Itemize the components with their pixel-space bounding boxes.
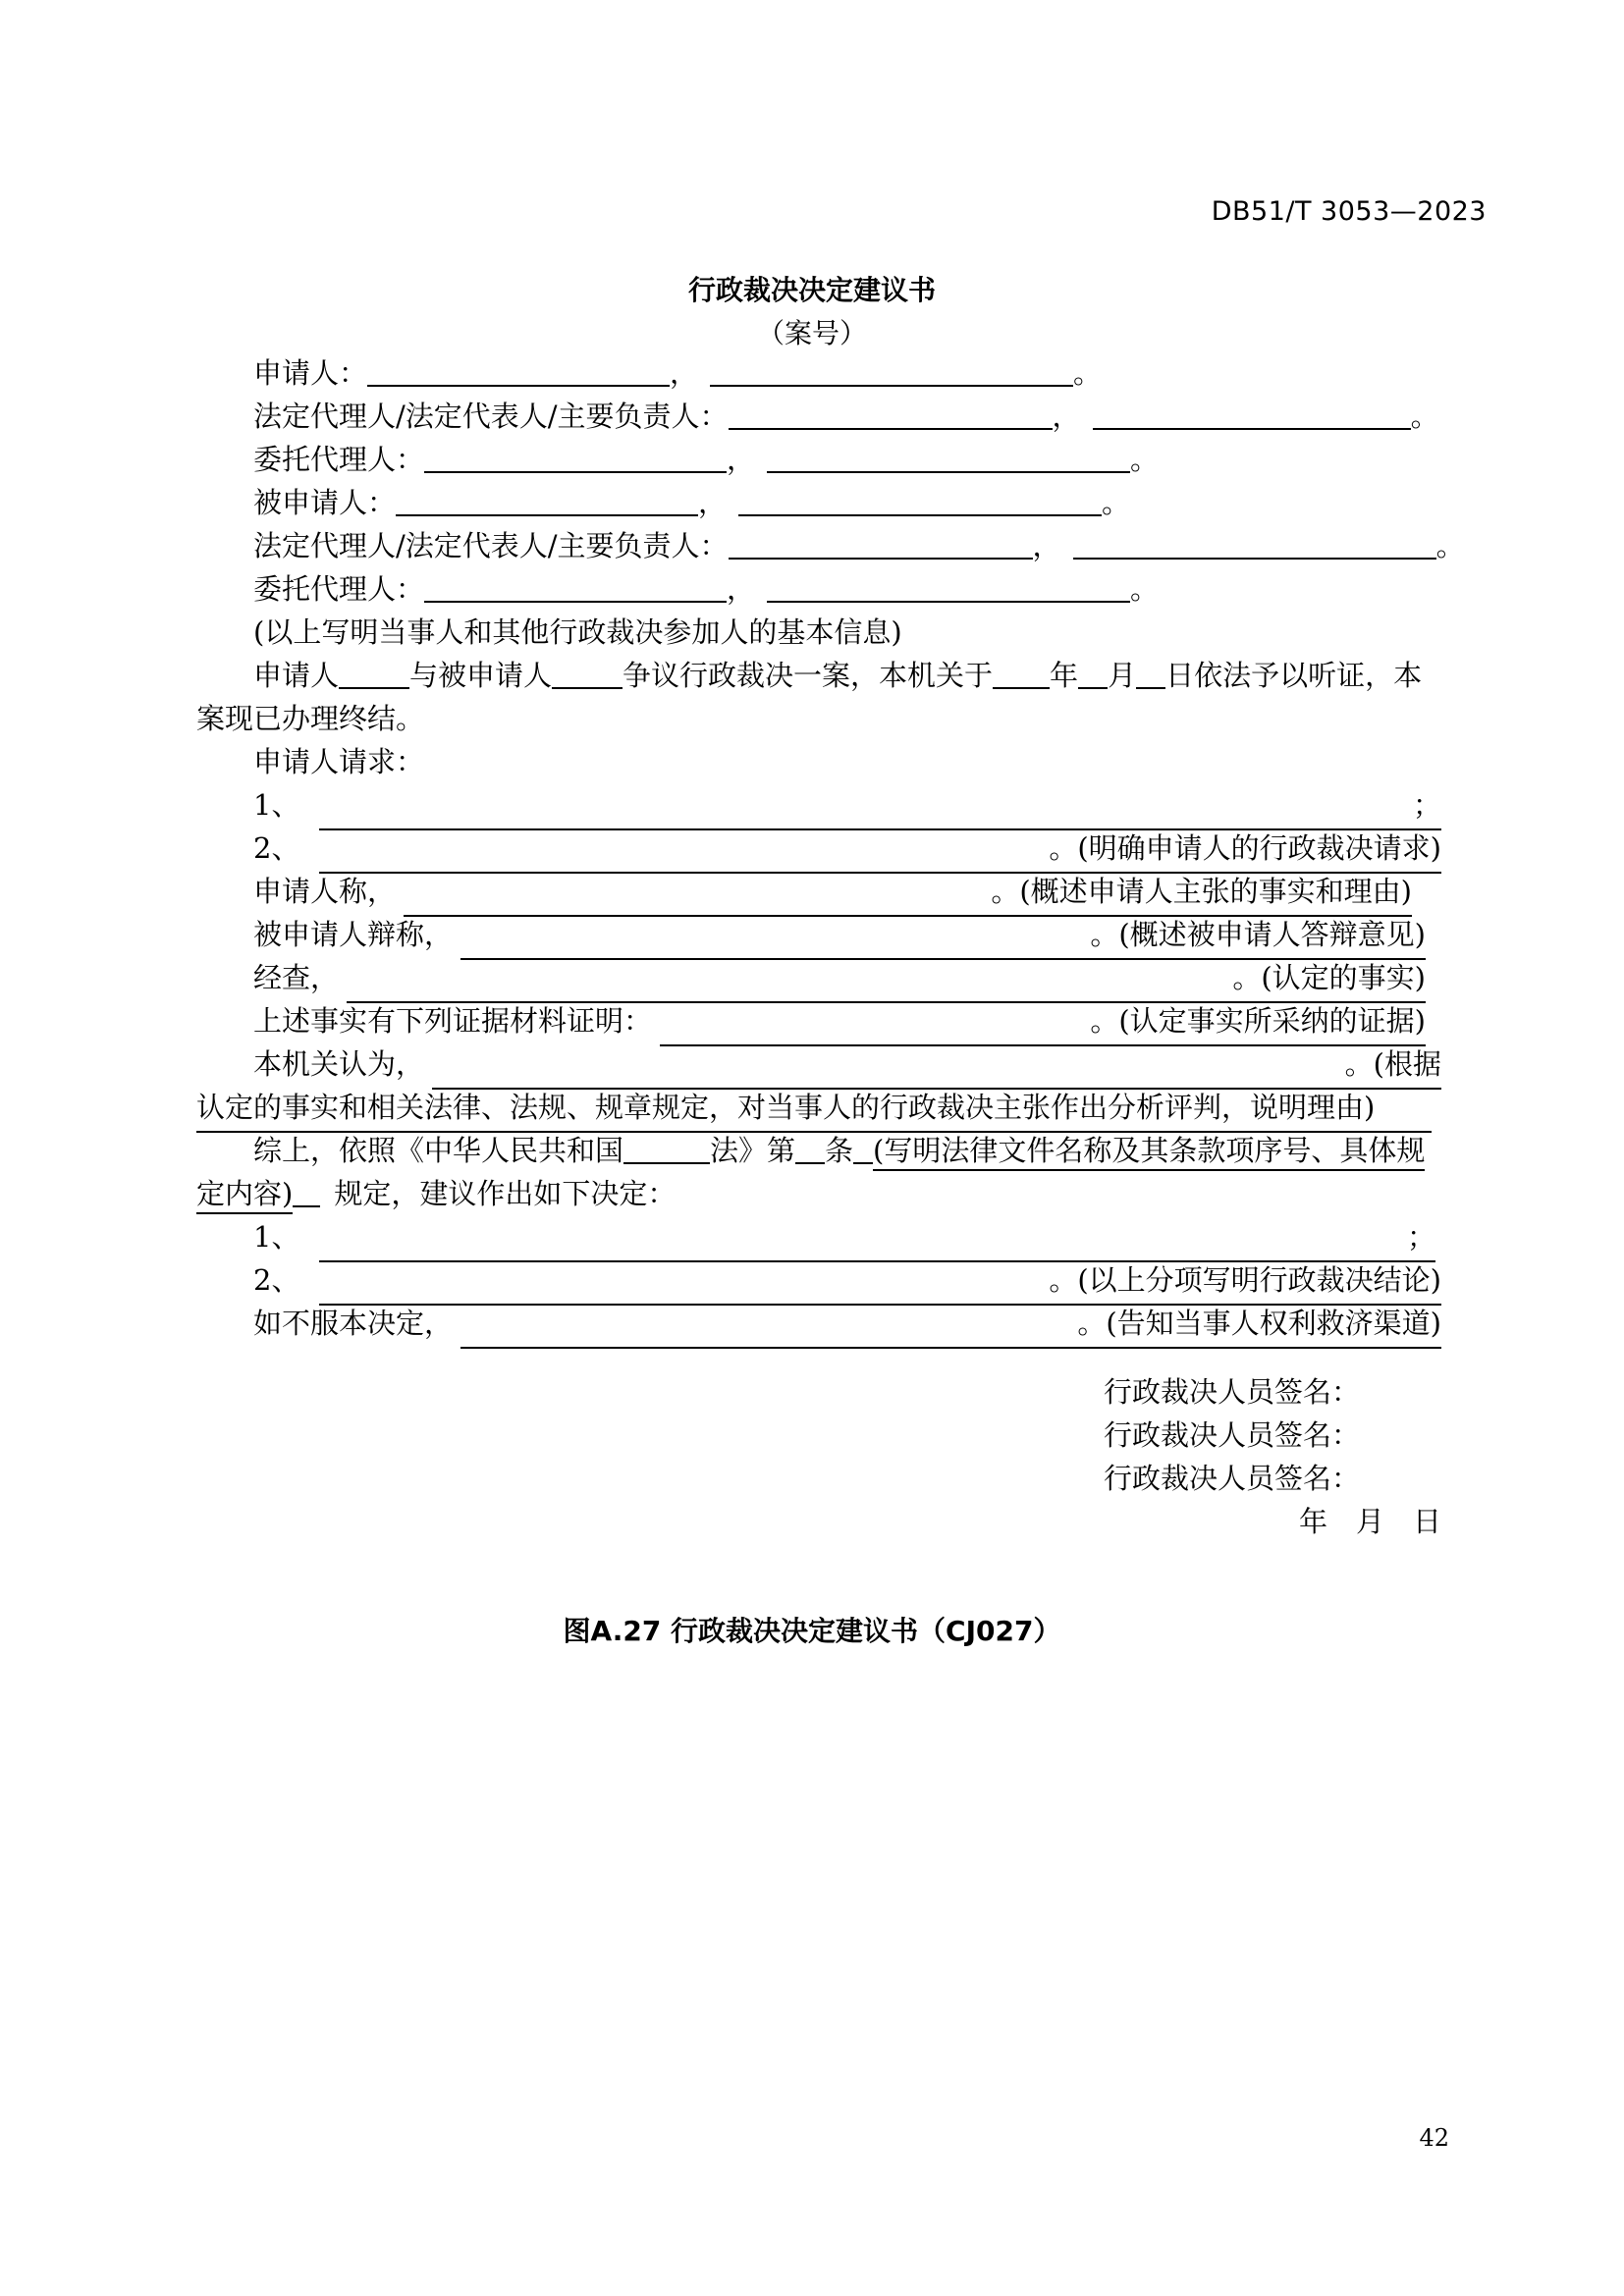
remedy-note: 。(告知当事人权利救济渠道): [1077, 1307, 1441, 1340]
request-item-1: [196, 783, 1441, 827]
respondent-name-blank[interactable]: [552, 658, 623, 689]
form-body: [196, 351, 1465, 1345]
applicant-label: 申请人：: [253, 356, 368, 390]
signature-line-1[interactable]: 行政裁决人员签名：: [1104, 1375, 1361, 1409]
respondent-claim-blank[interactable]: [460, 913, 1426, 960]
period: 。: [1102, 486, 1131, 519]
applicant-claim-note: 。(概述申请人主张的事实和理由): [991, 875, 1412, 908]
evidence-blank[interactable]: [660, 999, 1426, 1046]
legal-rep-blank-1[interactable]: [729, 399, 1053, 430]
comma: ，: [727, 443, 756, 476]
agent-label-2: 委托代理人：: [253, 572, 425, 606]
decision-2-note: 。(以上分项写明行政裁决结论): [1049, 1263, 1441, 1297]
item-number: 2、: [253, 1263, 300, 1297]
year-label: 年: [1050, 659, 1079, 692]
signature-line-2[interactable]: 行政裁决人员签名：: [1104, 1418, 1361, 1452]
respondent-row: [196, 481, 1441, 524]
agent-row-2: [196, 567, 1441, 611]
request-2-blank[interactable]: [319, 827, 1441, 874]
applicant-row: [196, 351, 1441, 395]
opinion-label: 本机关认为，: [253, 1047, 425, 1081]
evidence-row: [196, 999, 1441, 1042]
facts-note: 。(认定的事实): [1232, 961, 1426, 994]
remedy-label: 如不服本决定，: [253, 1307, 454, 1340]
decision-2-blank[interactable]: [319, 1258, 1441, 1306]
comma: ，: [698, 486, 728, 519]
applicant-claim-row: [196, 870, 1441, 913]
legal-rep-blank-3[interactable]: [729, 528, 1033, 560]
respondent-blank-2[interactable]: [738, 485, 1102, 516]
applicant-name-blank[interactable]: [339, 658, 409, 689]
standard-code: DB51/T 3053—2023: [1211, 196, 1487, 227]
evidence-label: 上述事实有下列证据材料证明：: [253, 1004, 653, 1038]
period: 。: [1130, 443, 1160, 476]
evidence-note: 。(认定事实所采纳的证据): [1090, 1004, 1426, 1038]
respondent-blank-1[interactable]: [396, 485, 698, 516]
period: 。: [1073, 356, 1103, 390]
signature-line-3[interactable]: 行政裁决人员签名：: [1104, 1462, 1361, 1495]
item-number: 1、: [253, 1220, 300, 1254]
decision-line-2: [196, 1172, 1441, 1215]
legal-rep-label-2: 法定代理人/法定代表人/主要负责人：: [253, 529, 729, 562]
applicant-blank-1[interactable]: [367, 355, 670, 387]
comma: ，: [1032, 529, 1061, 562]
period: 。: [1410, 400, 1439, 433]
request-item-2: [196, 827, 1441, 870]
comma: ，: [670, 356, 699, 390]
requests-label: 申请人请求：: [253, 745, 425, 778]
request-2-note: 。(明确申请人的行政裁决请求): [1049, 831, 1441, 865]
opinion-row: [196, 1042, 1441, 1086]
decision-text: 综上，依照《中华人民共和国: [253, 1134, 624, 1167]
decision-text: 法》第: [710, 1134, 796, 1167]
applicant-blank-2[interactable]: [710, 355, 1073, 387]
parties-note: (以上写明当事人和其他行政裁决参加人的基本信息): [253, 615, 902, 649]
decision-1-blank[interactable]: [319, 1215, 1435, 1262]
semicolon: ；: [1406, 1220, 1435, 1254]
figure-caption: 图A.27 行政裁决决定建议书（CJ027）: [563, 1615, 1061, 1647]
legal-rep-row-1: [196, 395, 1441, 438]
agent-blank-4[interactable]: [767, 571, 1130, 603]
hearing-text: 日依法予以听证，本: [1165, 659, 1423, 692]
year-blank[interactable]: [993, 658, 1050, 689]
opinion-note: 。(根据: [1344, 1047, 1441, 1081]
day-blank[interactable]: [1136, 658, 1165, 689]
item-number: 1、: [253, 788, 300, 822]
hearing-text: 与被申请人: [409, 659, 553, 692]
respondent-claim-note: 。(概述被申请人答辩意见): [1090, 918, 1426, 951]
agent-blank-1[interactable]: [424, 442, 727, 473]
opinion-row-2: [196, 1086, 1441, 1129]
legal-rep-blank-2[interactable]: [1093, 399, 1411, 430]
law-name-blank[interactable]: [623, 1133, 710, 1164]
comma: ，: [1052, 400, 1081, 433]
legal-rep-label-1: 法定代理人/法定代表人/主要负责人：: [253, 400, 729, 433]
decision-line-1: [196, 1129, 1441, 1172]
respondent-label: 被申请人：: [253, 486, 397, 519]
item-number: 2、: [253, 831, 300, 865]
opinion-blank[interactable]: [432, 1042, 1441, 1090]
facts-label: 经查，: [253, 961, 340, 994]
applicant-claim-blank[interactable]: [404, 870, 1412, 917]
respondent-claim-row: [196, 913, 1441, 956]
signature-date[interactable]: 年 月 日: [1298, 1505, 1441, 1538]
semicolon: ；: [1412, 788, 1441, 822]
provision-blank[interactable]: [293, 1176, 320, 1207]
period: 。: [1130, 572, 1160, 606]
hearing-text: 申请人: [253, 659, 340, 692]
respondent-claim-label: 被申请人辩称，: [253, 918, 454, 951]
hearing-text: 争议行政裁决一案，本机关于: [623, 659, 994, 692]
law-note: (写明法律文件名称及其条款项序号、具体规: [873, 1134, 1425, 1171]
opinion-note-2: 认定的事实和相关法律、法规、规章规定，对当事人的行政裁决主张作出分析评判，说明理由): [196, 1086, 1432, 1133]
decision-text: 规定，建议作出如下决定：: [334, 1177, 677, 1210]
decision-text: 条: [825, 1134, 854, 1167]
page-number: 42: [1419, 2124, 1449, 2152]
agent-row-1: [196, 438, 1441, 481]
remedy-row: [196, 1302, 1441, 1345]
hearing-line-1: [196, 654, 1441, 697]
law-note-end: 定内容): [196, 1177, 293, 1214]
article-blank[interactable]: [795, 1133, 825, 1164]
period: 。: [1435, 529, 1465, 562]
request-1-blank[interactable]: [319, 783, 1441, 830]
document-title: 行政裁决决定建议书: [687, 274, 936, 306]
decision-item-1: [196, 1215, 1441, 1258]
case-number-label: （案号）: [756, 317, 867, 349]
month-blank[interactable]: [1078, 658, 1108, 689]
agent-blank-3[interactable]: [424, 571, 727, 603]
facts-blank[interactable]: [347, 956, 1426, 1003]
remedy-blank[interactable]: [460, 1302, 1441, 1349]
facts-row: [196, 956, 1441, 999]
agent-label-1: 委托代理人：: [253, 443, 425, 476]
applicant-claim-label: 申请人称，: [253, 875, 397, 908]
month-label: 月: [1108, 659, 1137, 692]
agent-blank-2[interactable]: [767, 442, 1130, 473]
legal-rep-blank-4[interactable]: [1073, 528, 1436, 560]
comma: ，: [727, 572, 756, 606]
signature-block: [1104, 1370, 1360, 1500]
legal-rep-row-2: [196, 524, 1465, 567]
hearing-line-2: 案现已办理终结。: [196, 702, 425, 735]
decision-item-2: [196, 1258, 1441, 1302]
